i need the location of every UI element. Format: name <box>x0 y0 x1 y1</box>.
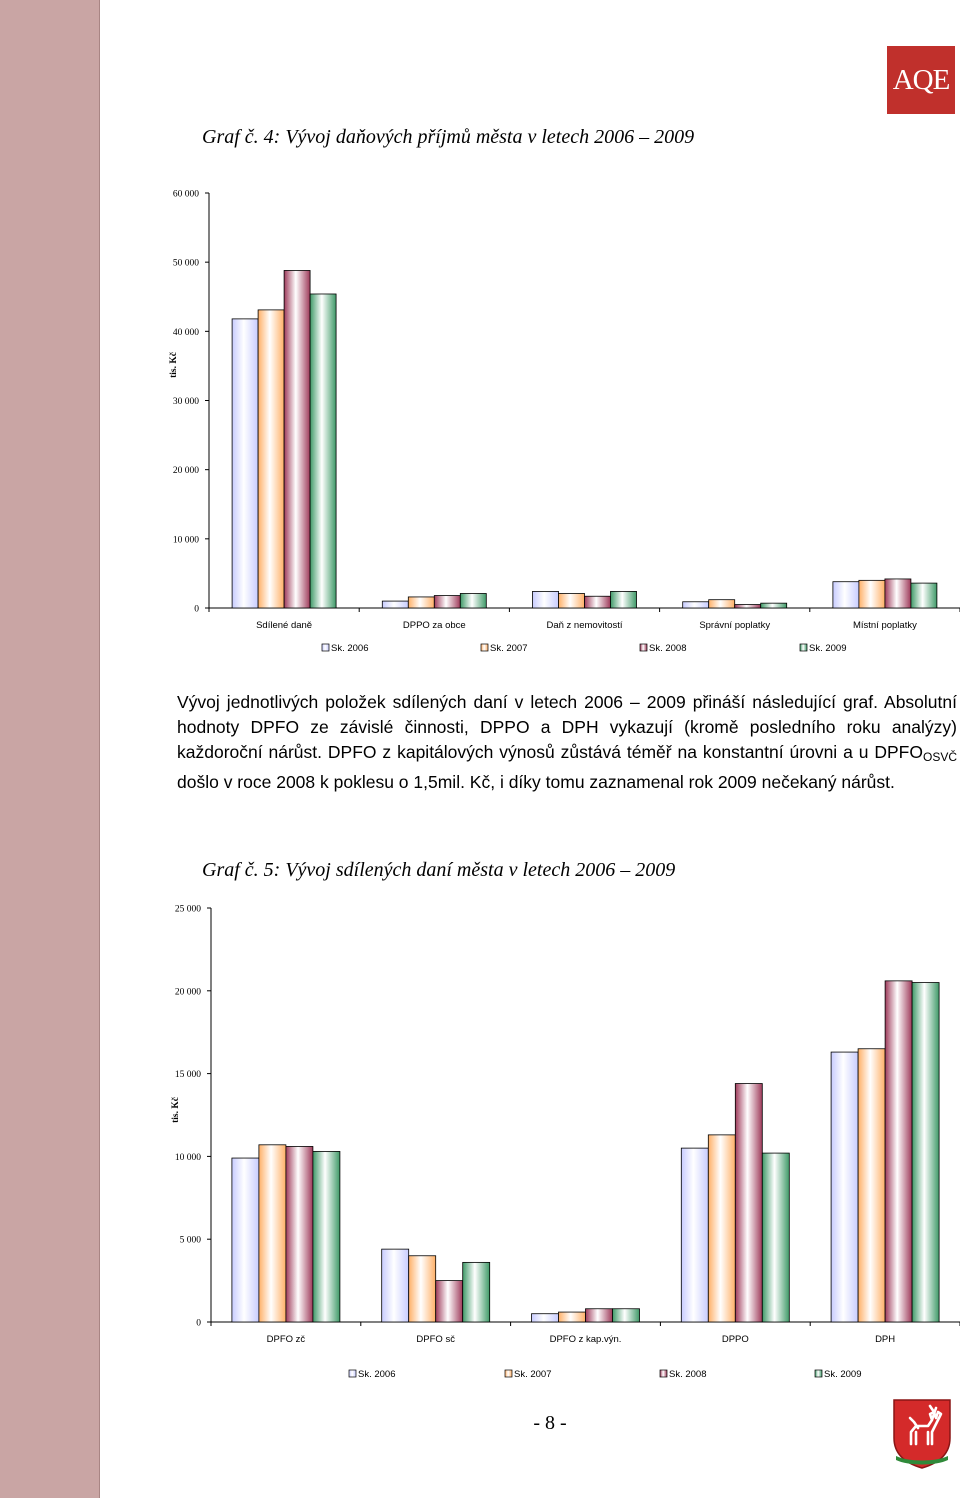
y-axis-label: tis. Kč <box>169 352 179 378</box>
bar-1-1 <box>409 1256 436 1322</box>
bar-2-2 <box>586 1309 613 1322</box>
bar-3-2 <box>735 1084 762 1322</box>
page-number: - 8 - <box>533 1412 567 1434</box>
bar-4-0 <box>831 1052 858 1322</box>
legend-swatch <box>349 1370 356 1377</box>
paragraph-subscript: OSVČ <box>922 750 957 764</box>
y-tick-label: 60 000 <box>172 189 199 200</box>
y-tick-label: 0 <box>194 604 199 615</box>
y-tick-label: 10 000 <box>174 1152 201 1163</box>
bar-4-3 <box>912 983 939 1322</box>
y-tick-label: 5 000 <box>179 1235 201 1246</box>
y-tick-label: 30 000 <box>172 397 199 407</box>
aqe-logo-text: AQE <box>892 63 950 96</box>
legend-label: Sk. 2006 <box>358 1369 396 1380</box>
legend-label: Sk. 2008 <box>649 643 687 654</box>
x-category-label: DPPO <box>721 1334 749 1345</box>
legend-swatch <box>505 1370 512 1377</box>
bar-1-0 <box>382 1249 409 1322</box>
bar-0-1 <box>259 1145 286 1322</box>
x-category-label: DPFO zč <box>266 1334 306 1345</box>
y-tick-label: 40 000 <box>172 327 199 338</box>
bar-0-3 <box>313 1151 340 1322</box>
x-category-label: Sdílené daně <box>256 620 313 631</box>
graf4-title: Graf č. 4: Vývoj daňových příjmů města v letech 2006 – 2009 <box>202 126 695 148</box>
bar-2-3 <box>613 1309 640 1322</box>
paragraph-text-part1: Vývoj jednotlivých položek sdílených daní v letech 2006 – 2009 přináší následující graf. Absolutní hodnoty DPFO ze závislé činnosti, DPPO a DPH vykazují (kromě posledního roku analýzy) každoroční nárůst. DPFO z kapitálových výnosů zůstává téměř na konstantní úrovni a u DPFO <box>177 692 957 762</box>
legend-label: Sk. 2008 <box>669 1369 707 1380</box>
y-tick-label: 0 <box>196 1318 201 1329</box>
graf5-title: Graf č. 5: Vývoj sdílených daní města v letech 2006 – 2009 <box>202 859 676 881</box>
bar-4-1 <box>858 1049 885 1322</box>
legend-label: Sk. 2007 <box>514 1369 552 1380</box>
y-tick-label: 25 000 <box>174 904 201 915</box>
x-category-label: Místní poplatky <box>852 620 917 631</box>
x-category-label: Správní poplatky <box>699 620 771 631</box>
y-tick-label: 20 000 <box>174 987 201 998</box>
bar-0-2 <box>286 1146 313 1322</box>
bar-4-2 <box>885 981 912 1322</box>
bar-3-1 <box>708 1135 735 1322</box>
paragraph-text-part2: došlo v roce 2008 k poklesu o 1,5mil. Kč, i díky tomu zaznamenal rok 2009 nečekaný nárůst. <box>177 772 895 792</box>
coat-of-arms-logo <box>892 1398 952 1470</box>
legend-swatch <box>815 1370 822 1377</box>
x-category-label: DPFO z kap.výn. <box>549 1334 622 1345</box>
bar-3-0 <box>681 1148 708 1322</box>
bar-3-3 <box>762 1153 789 1322</box>
bar-2-0 <box>532 1314 559 1322</box>
x-category-label: Daň z nemovitostí <box>546 620 623 631</box>
y-tick-label: 10 000 <box>172 535 199 546</box>
x-category-label: DPH <box>875 1334 896 1345</box>
legend-label: Sk. 2009 <box>809 643 847 654</box>
legend-label: Sk. 2006 <box>331 643 369 654</box>
legend-label: Sk. 2007 <box>490 643 528 654</box>
x-category-label: DPPO za obce <box>402 620 466 631</box>
y-axis-label: tis. Kč <box>171 1097 181 1123</box>
legend-label: Sk. 2009 <box>824 1369 862 1380</box>
bar-0-0 <box>232 1158 259 1322</box>
bar-1-2 <box>436 1281 463 1322</box>
legend-swatch <box>660 1370 667 1377</box>
bar-2-1 <box>559 1312 586 1322</box>
y-tick-label: 15 000 <box>174 1070 201 1081</box>
y-tick-label: 20 000 <box>172 466 199 477</box>
bar-1-3 <box>463 1262 490 1322</box>
x-category-label: DPFO sč <box>416 1334 455 1345</box>
y-tick-label: 50 000 <box>172 258 199 269</box>
